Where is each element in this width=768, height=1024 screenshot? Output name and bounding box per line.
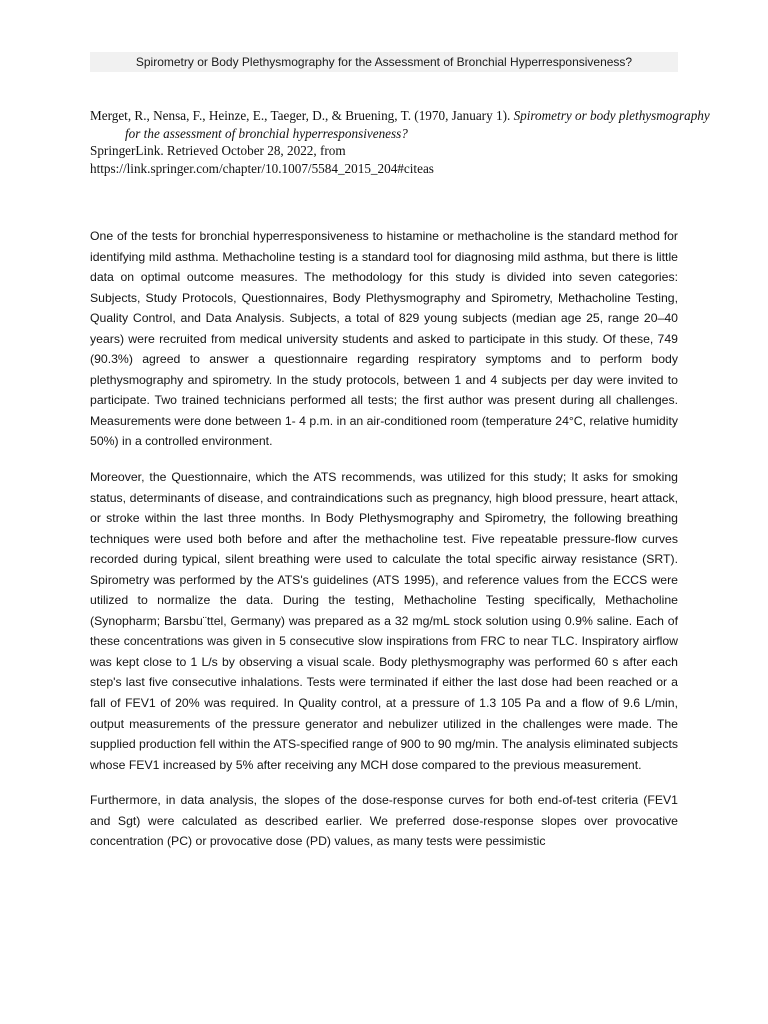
reference-authors: Merget, R., Nensa, F., Heinze, E., Taeger, D., & Bruening, T. (1970, January 1). — [90, 108, 514, 123]
document-body — [90, 226, 678, 867]
reference-citation — [90, 107, 715, 177]
paragraph-1: One of the tests for bronchial hyperresponsiveness to histamine or methacholine is the standard method for identifying mild asthma. Methacholine testing is a standard tool for diagnosing mild asthma, but there is little data on optimal outcome measures. The methodology for this study is divided into seven categories: Subjects, Study Protocols, Questionnaires, Body Plethysmography and Spirometry, Methacholine Testing, Quality Control, and Data Analysis. Subjects, a total of 829 young subjects (median age 25, range 20–40 years) were recruited from medical university students and asked to participate in this study. Of these, 749 (90.3%) agreed to answer a questionnaire regarding respiratory symptoms and to perform body plethysmography and spirometry. In the study protocols, between 1 and 4 subjects per day were invited to participate. Two trained technicians performed all tests; the first author was present during all challenges. Measurements were done between 1- 4 p.m. in an air-conditioned room (temperature 24°C, relative humidity 50%) in a controlled environment. — [90, 229, 678, 449]
paragraph-2: Moreover, the Questionnaire, which the ATS recommends, was utilized for this study; It asks for smoking status, determinants of disease, and contraindications such as pregnancy, high blood pressure, heart attack, or stroke within the last three months. In Body Plethysmography and Spirometry, the following breathing techniques were used both before and after the methacholine test. Five repeatable pressure-flow curves recorded during typical, silent breathing were used to calculate the total specific airway resistance (SRT). Spirometry was performed by the ATS's guidelines (ATS 1995), and reference values from the ECCS were utilized to normalize the data. During the testing, Methacholine Testing specifically, Methacholine (Synopharm; Barsbu¨ttel, Germany) was prepared as a 32 mg/mL stock solution using 0.9% saline. Each of these concentrations was given in 5 consecutive slow inspirations from FRC to near TLC. Inspiratory airflow was kept close to 1 L/s by observing a visual scale. Body plethysmography was performed 60 s after each step's last five consecutive inhalations. Tests were terminated if either the last dose had been reached or a fall of FEV1 of 20% was required. In Quality control, at a pressure of 1.3 105 Pa and a flow of 9.6 L/min, output measurements of the pressure generator and nebulizer utilized in the challenges were made. The supplied production fell within the ATS-specified range of 900 to 90 mg/min. The analysis eliminated subjects whose FEV1 increased by 5% after receiving any MCH dose compared to the previous measurement. — [90, 470, 678, 772]
reference-title: Spirometry or body plethysmography for the assessment of bronchial hyperresponsiveness? — [125, 108, 710, 141]
paragraph-3: Furthermore, in data analysis, the slopes of the dose-response curves for both end-of-test criteria (FEV1 and Sgt) were calculated as described earlier. We preferred dose-response slopes over provocative concentration (PC) or provocative dose (PD) values, as many tests were pessimistic — [90, 793, 678, 849]
reference-url[interactable]: https://link.springer.com/chapter/10.1007/5584_2015_204#citeas — [90, 160, 434, 176]
reference-source: SpringerLink. Retrieved October 28, 2022, from — [90, 143, 346, 159]
document-title: Spirometry or Body Plethysmography for the Assessment of Bronchial Hyperresponsiveness? — [90, 52, 678, 72]
